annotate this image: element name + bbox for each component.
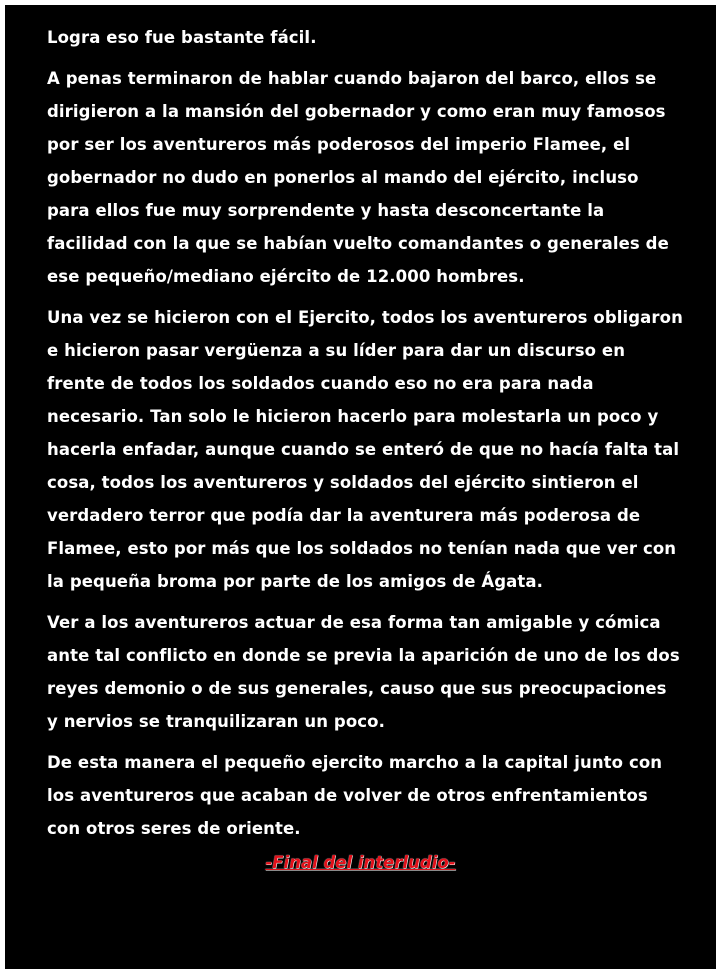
text-line: verdadero terror que podía dar la aventurera más poderosa de — [47, 506, 641, 525]
text-line: la pequeña broma por parte de los amigos de Ágata. — [47, 572, 543, 591]
paragraph — [47, 21, 674, 54]
text-line: De esta manera el pequeño ejercito marcho a la capital junto con — [47, 753, 663, 772]
text-line: hacerla enfadar, aunque cuando se enteró de que no hacía falta tal — [47, 440, 680, 459]
text-line: con otros seres de oriente. — [47, 819, 301, 838]
paragraph — [47, 301, 683, 598]
text-line: para ellos fue muy sorprendente y hasta desconcertante la — [47, 201, 605, 220]
paragraph — [47, 606, 680, 738]
text-line: gobernador no dudo en ponerlos al mando del ejército, incluso — [47, 168, 639, 187]
text-line: ante tal conflicto en donde se previa la aparición de uno de los dos — [47, 646, 680, 665]
text-line: dirigieron a la mansión del gobernador y como eran muy famosos — [47, 102, 666, 121]
text-line: reyes demonio o de sus generales, causo que sus preocupaciones — [47, 679, 667, 698]
text-line: Una vez se hicieron con el Ejercito, todos los aventureros obligaron — [47, 308, 683, 327]
text-line: y nervios se tranquilizaran un poco. — [47, 712, 385, 731]
text-line: A penas terminaron de hablar cuando bajaron del barco, ellos se — [47, 69, 657, 88]
paragraph — [47, 62, 674, 293]
text-line: Logra eso fue bastante fácil. — [47, 28, 317, 47]
text-line: Ver a los aventureros actuar de esa forma tan amigable y cómica — [47, 613, 661, 632]
document-body — [47, 21, 683, 845]
text-line: Flamee, esto por más que los soldados no tenían nada que ver con — [47, 539, 677, 558]
text-line: facilidad con la que se habían vuelto comandantes o generales de — [47, 234, 669, 253]
text-line: necesario. Tan solo le hicieron hacerlo para molestarla un poco y — [47, 407, 659, 426]
text-line: por ser los aventureros más poderosos del imperio Flamee, el — [47, 135, 631, 154]
text-line: cosa, todos los aventureros y soldados del ejército sintieron el — [47, 473, 639, 492]
ending-title: -Final del interludio- — [265, 853, 456, 872]
text-line: e hicieron pasar vergüenza a su líder para dar un discurso en — [47, 341, 626, 360]
paragraph — [47, 746, 674, 845]
text-line: frente de todos los soldados cuando eso no era para nada — [47, 374, 594, 393]
document-page — [5, 5, 716, 969]
text-line: ese pequeño/mediano ejército de 12.000 hombres. — [47, 267, 525, 286]
text-line: los aventureros que acaban de volver de otros enfrentamientos — [47, 786, 648, 805]
